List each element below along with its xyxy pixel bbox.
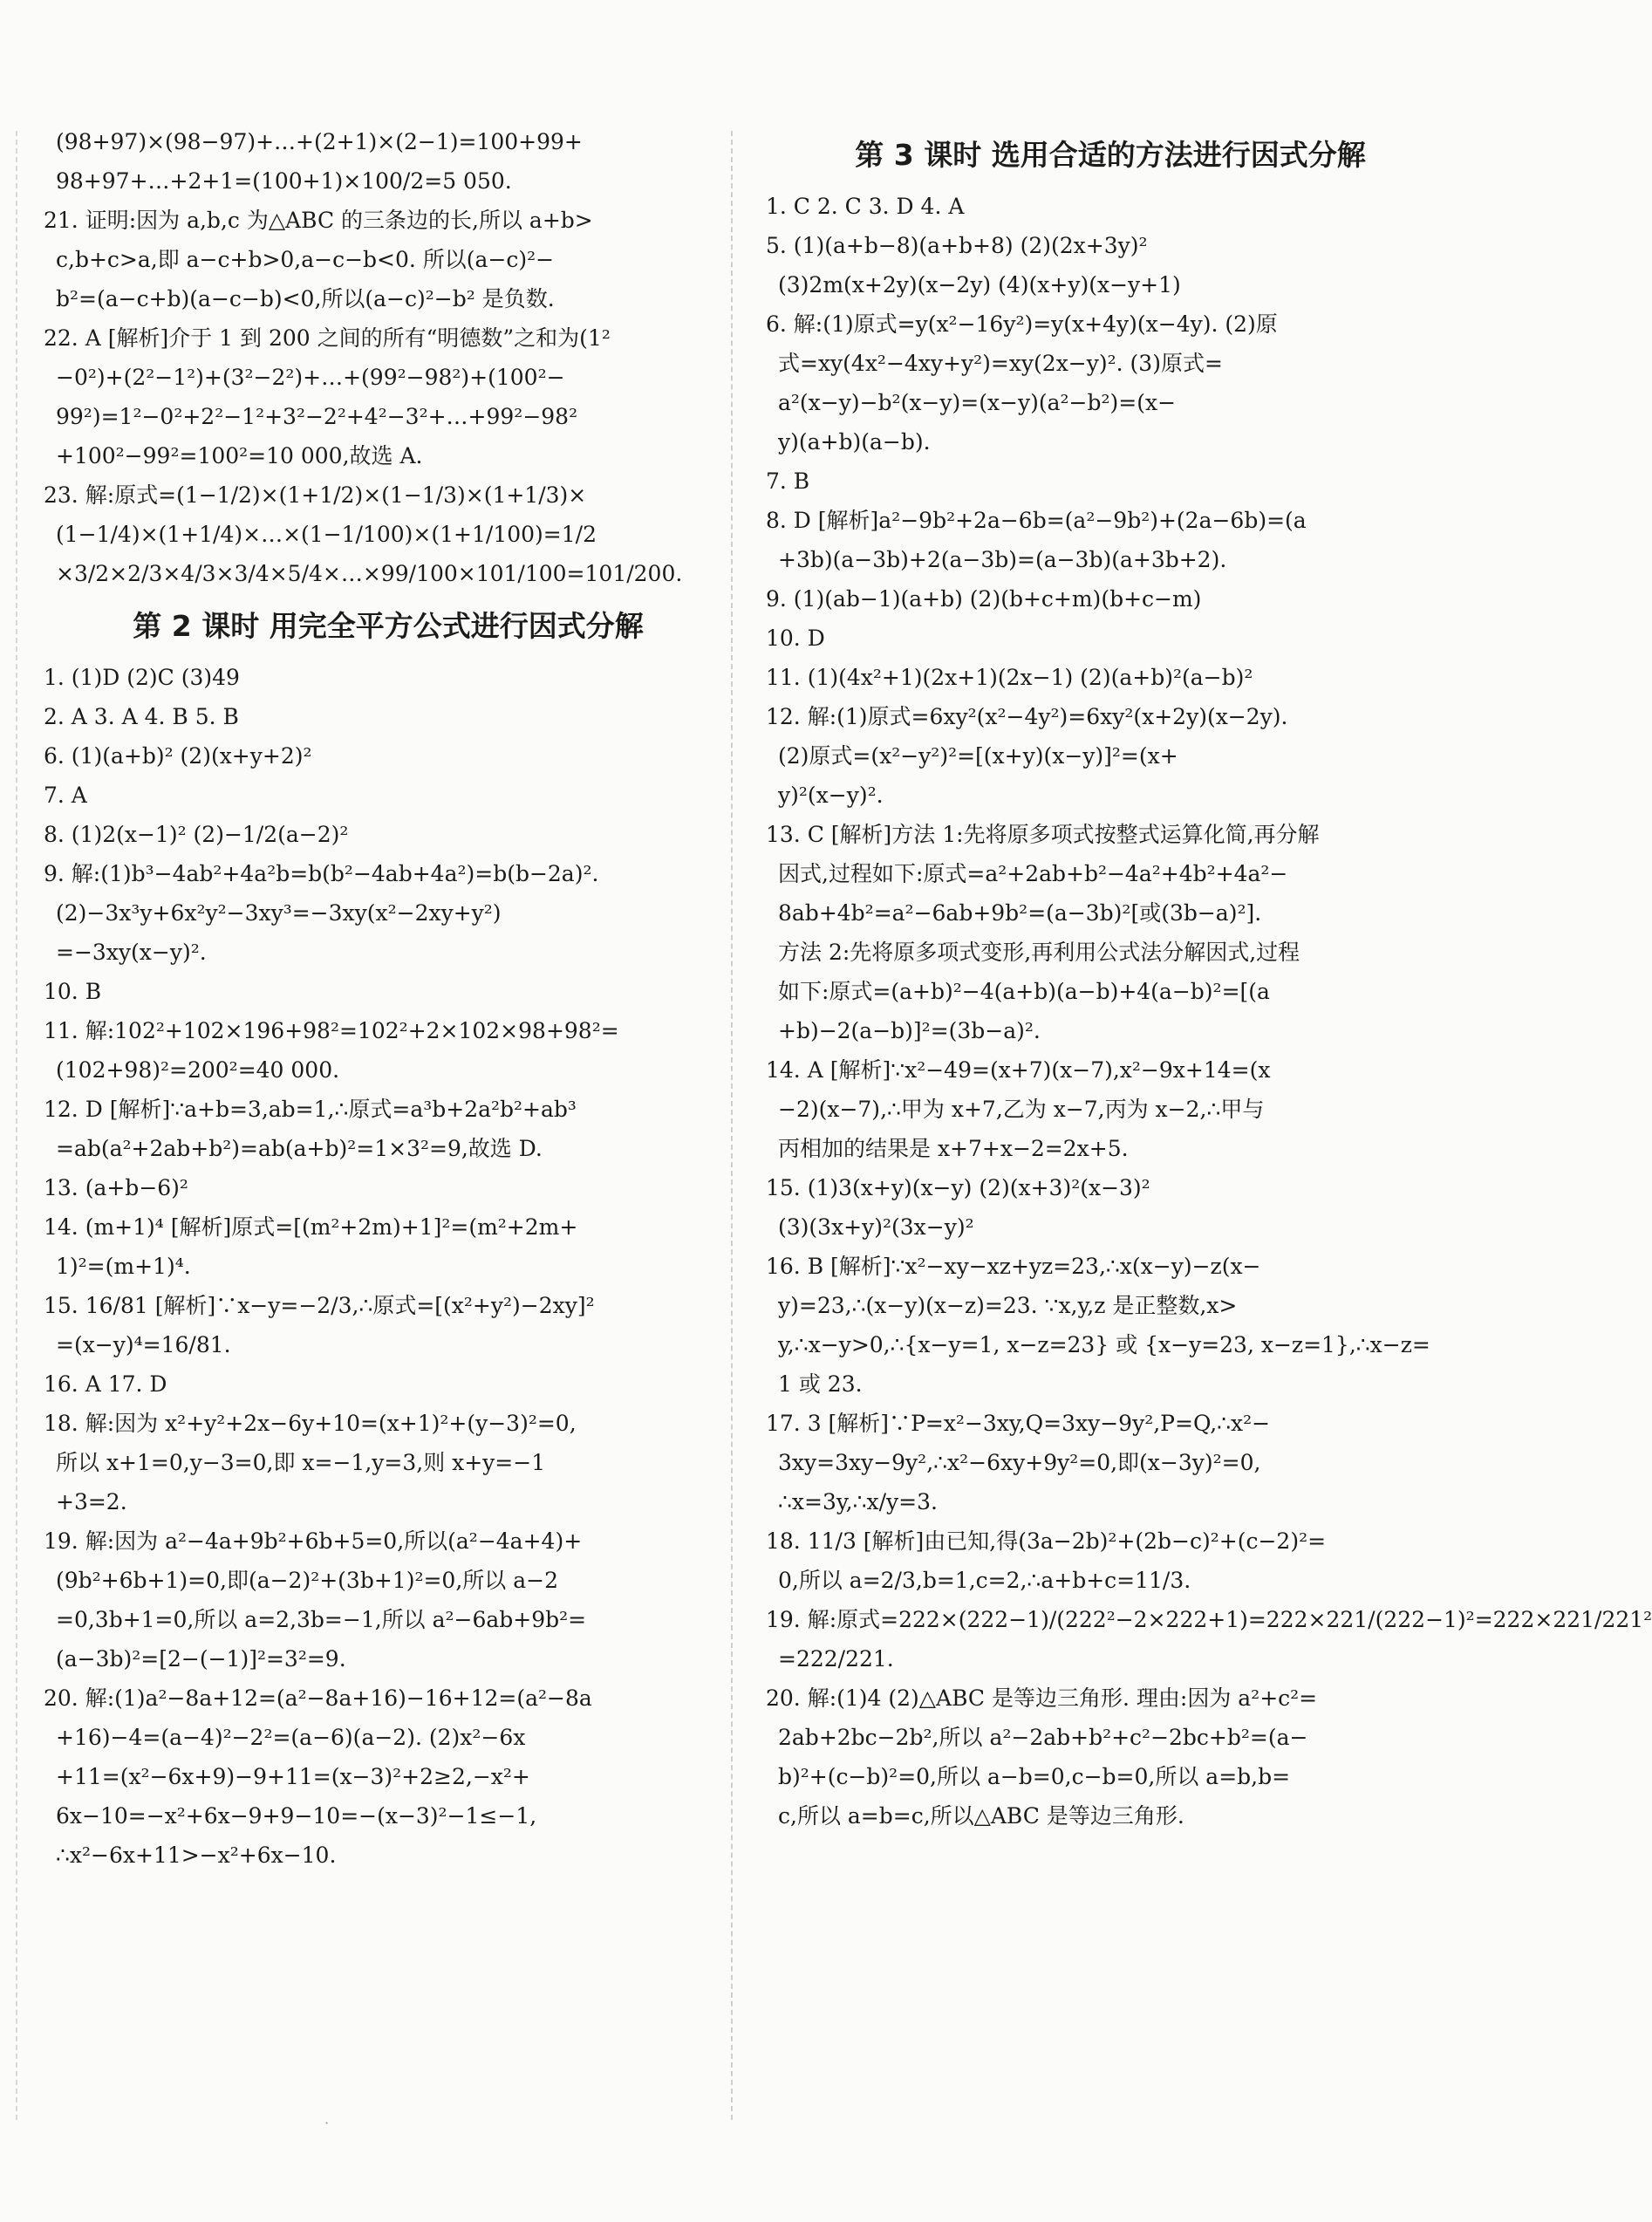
answer-line: 12. 解:(1)原式=6xy²(x²−4y²)=6xy²(x+2y)(x−2y).: [766, 704, 1288, 729]
answer-line: 10. D: [766, 626, 825, 651]
answer-line: 9. (1)(ab−1)(a+b) (2)(b+c+m)(b+c−m): [766, 586, 1202, 612]
right-column: [766, 122, 1652, 1836]
answer-line: 6. (1)(a+b)² (2)(x+y+2)²: [44, 743, 312, 769]
answer-line: 1 或 23.: [778, 1371, 863, 1397]
answer-line: 22. A [解析]介于 1 到 200 之间的所有“明德数”之和为(1²: [44, 325, 611, 351]
answer-line: b)²+(c−b)²=0,所以 a−b=0,c−b=0,所以 a=b,b=: [778, 1764, 1291, 1789]
answer-line: 7. B: [766, 468, 810, 494]
answer-line: (2)原式=(x²−y²)²=[(x+y)(x−y)]²=(x+: [778, 743, 1178, 769]
footer-dot: ·: [324, 2115, 330, 2131]
answer-line: 1. C 2. C 3. D 4. A: [766, 194, 965, 219]
answer-line: 16. B [解析]∵x²−xy−xz+yz=23,∴x(x−y)−z(x−: [766, 1254, 1261, 1279]
answer-line: (102+98)²=200²=40 000.: [56, 1057, 340, 1083]
answer-line: =ab(a²+2ab+b²)=ab(a+b)²=1×3²=9,故选 D.: [56, 1136, 543, 1161]
answer-line: =−3xy(x−y)².: [56, 940, 207, 965]
answer-line: 13. (a+b−6)²: [44, 1175, 188, 1200]
answer-line: 8. (1)2(x−1)² (2)−1/2(a−2)²: [44, 822, 349, 847]
answer-line: (2)−3x³y+6x²y²−3xy³=−3xy(x²−2xy+y²): [56, 900, 502, 926]
answer-line: 20. 解:(1)a²−8a+12=(a²−8a+16)−16+12=(a²−8a: [44, 1685, 592, 1711]
answer-line: (3)2m(x+2y)(x−2y) (4)(x+y)(x−y+1): [778, 272, 1181, 297]
answer-line: (9b²+6b+1)=0,即(a−2)²+(3b+1)²=0,所以 a−2: [56, 1568, 558, 1593]
answer-line: c,所以 a=b=c,所以△ABC 是等边三角形.: [778, 1803, 1184, 1829]
answer-line: 8. D [解析]a²−9b²+2a−6b=(a²−9b²)+(2a−6b)=(a: [766, 508, 1307, 533]
answer-line: (1−1/4)×(1+1/4)×…×(1−1/100)×(1+1/100)=1/2: [56, 522, 597, 547]
answer-line: y,∴x−y>0,∴{x−y=1, x−z=23} 或 {x−y=23, x−z=1},∴x−z=: [778, 1332, 1430, 1357]
answer-line: 11. (1)(4x²+1)(2x+1)(2x−1) (2)(a+b)²(a−b)²: [766, 665, 1253, 690]
answer-line: (98+97)×(98−97)+…+(2+1)×(2−1)=100+99+: [56, 129, 583, 154]
answer-line: +16)−4=(a−4)²−2²=(a−6)(a−2). (2)x²−6x: [56, 1725, 526, 1750]
answer-line: (a−3b)²=[2−(−1)]²=3²=9.: [56, 1646, 346, 1672]
answer-line: b²=(a−c+b)(a−c−b)<0,所以(a−c)²−b² 是负数.: [56, 286, 555, 311]
answer-line: 方法 2:先将原多项式变形,再利用公式法分解因式,过程: [778, 940, 1300, 965]
answer-line: =0,3b+1=0,所以 a=2,3b=−1,所以 a²−6ab+9b²=: [56, 1607, 587, 1632]
answer-line: 3xy=3xy−9y²,∴x²−6xy+9y²=0,即(x−3y)²=0,: [778, 1450, 1261, 1475]
answer-line: 14. (m+1)⁴ [解析]原式=[(m²+2m)+1]²=(m²+2m+: [44, 1214, 578, 1240]
answer-line: 7. A: [44, 783, 87, 808]
answer-line: 19. 解:原式=222×(222−1)/(222²−2×222+1)=222×221/(222−1)²=222×221/221²: [766, 1607, 1652, 1632]
answer-line: ∴x=3y,∴x/y=3.: [778, 1489, 938, 1514]
answer-line: 19. 解:因为 a²−4a+9b²+6b+5=0,所以(a²−4a+4)+: [44, 1528, 583, 1554]
answer-line: 13. C [解析]方法 1:先将原多项式按整式运算化简,再分解: [766, 822, 1320, 847]
answer-line: 6x−10=−x²+6x−9+9−10=−(x−3)²−1≤−1,: [56, 1803, 537, 1829]
answer-line: 15. (1)3(x+y)(x−y) (2)(x+3)²(x−3)²: [766, 1175, 1150, 1200]
answer-line: 丙相加的结果是 x+7+x−2=2x+5.: [778, 1136, 1129, 1161]
answer-line: 6. 解:(1)原式=y(x²−16y²)=y(x+4y)(x−4y). (2)原: [766, 311, 1278, 337]
answer-line: y)(a+b)(a−b).: [778, 429, 931, 455]
answer-line: 5. (1)(a+b−8)(a+b+8) (2)(2x+3y)²: [766, 233, 1148, 258]
answer-line: 1. (1)D (2)C (3)49: [44, 665, 240, 690]
answer-line: ∴x²−6x+11>−x²+6x−10.: [56, 1843, 337, 1868]
section-title-lesson-3: 第 3 课时 选用合适的方法进行因式分解: [855, 138, 1366, 172]
section-title-lesson-2: 第 2 课时 用完全平方公式进行因式分解: [133, 609, 644, 643]
answer-line: +3b)(a−3b)+2(a−3b)=(a−3b)(a+3b+2).: [778, 547, 1227, 572]
answer-line: 2. A 3. A 4. B 5. B: [44, 704, 239, 729]
answer-line: (3)(3x+y)²(3x−y)²: [778, 1214, 974, 1240]
answer-line: 9. 解:(1)b³−4ab²+4a²b=b(b²−4ab+4a²)=b(b−2a)².: [44, 861, 599, 886]
left-body-block: [44, 658, 733, 1875]
answer-line: 8ab+4b²=a²−6ab+9b²=(a−3b)²[或(3b−a)²].: [778, 900, 1262, 926]
answer-line: =(x−y)⁴=16/81.: [56, 1332, 231, 1357]
answer-line: 2ab+2bc−2b²,所以 a²−2ab+b²+c²−2bc+b²=(a−: [778, 1725, 1308, 1750]
answer-line: 14. A [解析]∵x²−49=(x+7)(x−7),x²−9x+14=(x: [766, 1057, 1271, 1083]
answer-line: y)=23,∴(x−y)(x−z)=23. ∵x,y,z 是正整数,x>: [778, 1293, 1238, 1318]
right-body-block: [766, 187, 1652, 1836]
answer-line: a²(x−y)−b²(x−y)=(x−y)(a²−b²)=(x−: [778, 390, 1177, 415]
answer-line: 20. 解:(1)4 (2)△ABC 是等边三角形. 理由:因为 a²+c²=: [766, 1685, 1318, 1711]
answer-line: y)²(x−y)².: [778, 783, 884, 808]
answer-line: 15. 16/81 [解析]∵x−y=−2/3,∴原式=[(x²+y²)−2xy]²: [44, 1293, 595, 1318]
answer-line: −0²)+(2²−1²)+(3²−2²)+…+(99²−98²)+(100²−: [56, 365, 565, 390]
answer-line: 18. 11/3 [解析]由已知,得(3a−2b)²+(2b−c)²+(c−2)²=: [766, 1528, 1327, 1554]
answer-line: 16. A 17. D: [44, 1371, 167, 1397]
answer-line: +3=2.: [56, 1489, 127, 1514]
answer-line: 11. 解:102²+102×196+98²=102²+2×102×98+98²=: [44, 1018, 619, 1043]
answer-line: 10. B: [44, 979, 102, 1004]
answer-line: 0,所以 a=2/3,b=1,c=2,∴a+b+c=11/3.: [778, 1568, 1191, 1593]
answer-line: 所以 x+1=0,y−3=0,即 x=−1,y=3,则 x+y=−1: [56, 1450, 546, 1475]
answer-line: 如下:原式=(a+b)²−4(a+b)(a−b)+4(a−b)²=[(a: [778, 979, 1270, 1004]
answer-line: 99²)=1²−0²+2²−1²+3²−2²+4²−3²+…+99²−98²: [56, 404, 578, 429]
answer-line: 23. 解:原式=(1−1/2)×(1+1/2)×(1−1/3)×(1+1/3)×: [44, 482, 587, 508]
answer-line: −2)(x−7),∴甲为 x+7,乙为 x−7,丙为 x−2,∴甲与: [778, 1097, 1265, 1122]
answer-line: c,b+c>a,即 a−c+b>0,a−c−b<0. 所以(a−c)²−: [56, 247, 555, 272]
left-margin-dashes: [16, 131, 17, 2120]
left-column: [44, 122, 733, 1875]
answer-line: 12. D [解析]∵a+b=3,ab=1,∴原式=a³b+2a²b²+ab³: [44, 1097, 577, 1122]
left-top-block: [44, 122, 733, 593]
answer-line: 1)²=(m+1)⁴.: [56, 1254, 191, 1279]
answer-line: 98+97+…+2+1=(100+1)×100/2=5 050.: [56, 168, 512, 194]
answer-line: +11=(x²−6x+9)−9+11=(x−3)²+2≥2,−x²+: [56, 1764, 530, 1789]
answer-line: 17. 3 [解析]∵P=x²−3xy,Q=3xy−9y²,P=Q,∴x²−: [766, 1411, 1271, 1436]
answer-line: ×3/2×2/3×4/3×3/4×5/4×…×99/100×101/100=101/200.: [56, 561, 683, 586]
answer-line: =222/221.: [778, 1646, 894, 1672]
answer-line: +b)−2(a−b)]²=(3b−a)².: [778, 1018, 1041, 1043]
answer-line: 式=xy(4x²−4xy+y²)=xy(2x−y)². (3)原式=: [778, 351, 1223, 376]
answer-line: 21. 证明:因为 a,b,c 为△ABC 的三条边的长,所以 a+b>: [44, 208, 593, 233]
answer-line: 因式,过程如下:原式=a²+2ab+b²−4a²+4b²+4a²−: [778, 861, 1288, 886]
answer-line: 18. 解:因为 x²+y²+2x−6y+10=(x+1)²+(y−3)²=0,: [44, 1411, 577, 1436]
answer-line: +100²−99²=100²=10 000,故选 A.: [56, 443, 423, 468]
